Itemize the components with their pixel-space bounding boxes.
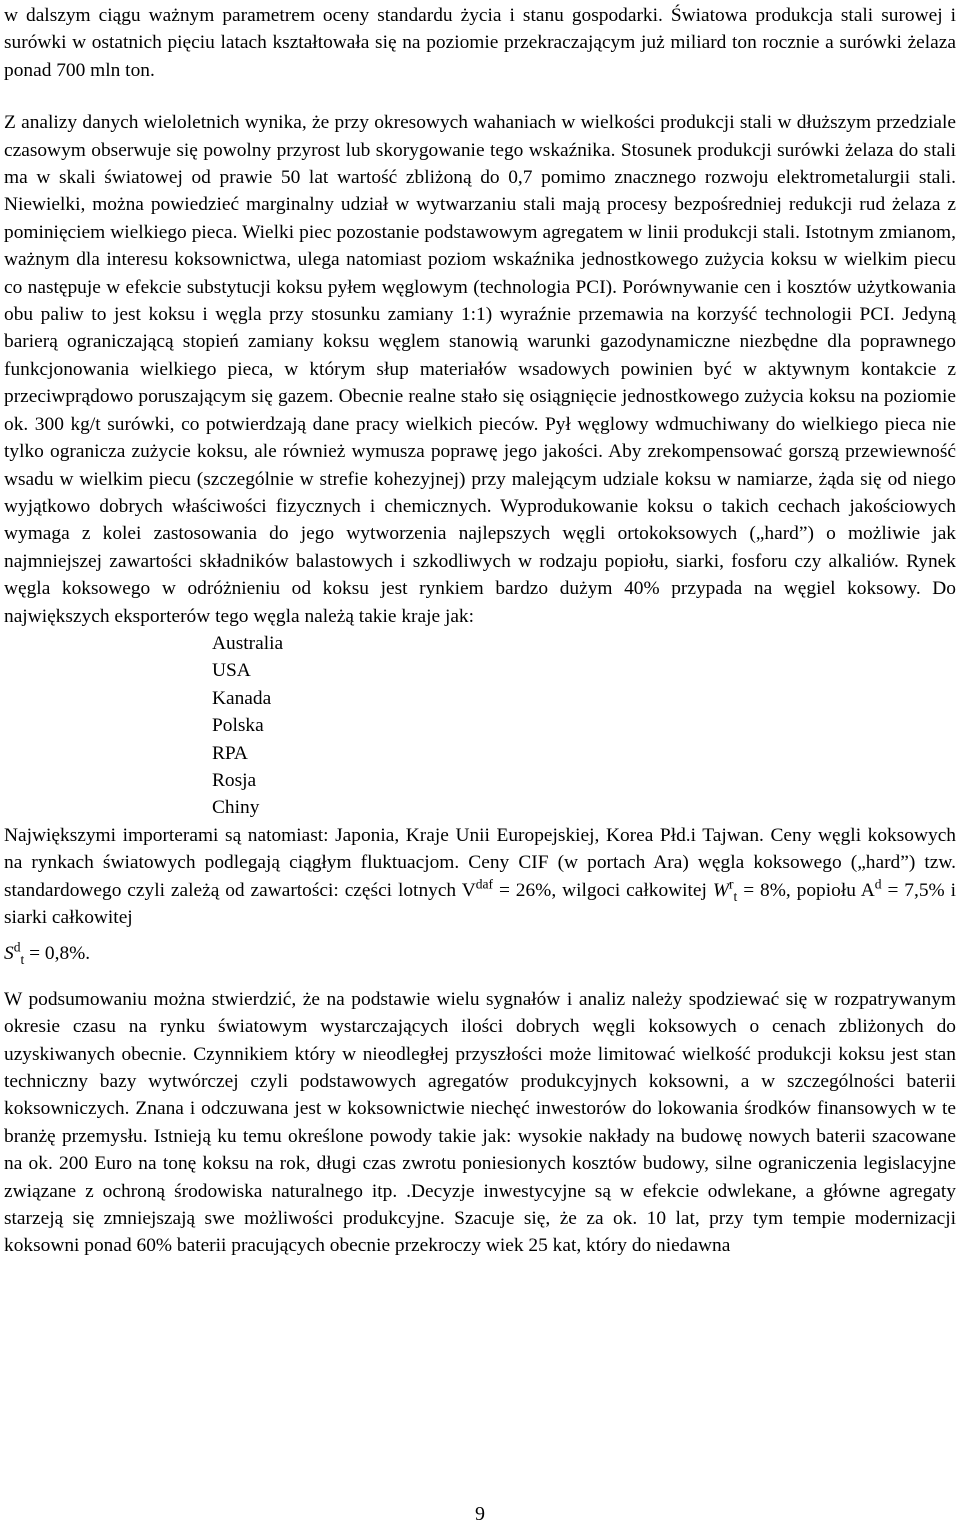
formula-text: = 8%, popiołu A xyxy=(737,879,875,901)
list-item: Rosja xyxy=(212,769,257,791)
paragraph-summary: W podsumowaniu można stwierdzić, że na podstawie wielu sygnałów i analiz należy spodziewać się w rozpatrywanym okresie czasu na rynku światowym wystarczających ilości dobrych węgli koksowych o cenach zbliżonych do uzyskiwanych obecnie. Czynnikiem który w nieodległej przyszłości może limitować wielkość produkcji koksu jest stan techniczny bazy wytwórczej czyli podstawowych agregatów produkcyjnych koksowni, a w szczególności baterii koksowniczych. Znana i odczuwana jest w koksownictwie niechęć inwestorów do lokowania środków finansowych w te branżę przemysłu. Istnieją ku temu określone powody takie jak: wysokie nakłady na budowę nowych baterii szacowane na ok. 200 Euro na tonę koksu na rok, długi czas zwrotu poniesionych kosztów budowy, silne ograniczenia legislacyjne związane z ochroną środowiska naturalnego itp. .Decyzje inwestycyjne są w efekcie odwlekane, a główne agregaty starzeją się zmniejszają swe możliwości produkcyjne. Szacuje się, że za ok. 10 lat, przy tym tempie modernizacji koksowni ponad 60% baterii pracujących obecnie przekroczy wiek 25 kat, który do niedawna xyxy=(4,988,956,1257)
list-item: RPA xyxy=(212,742,248,764)
exporters-list xyxy=(4,630,956,822)
list-item: Polska xyxy=(212,715,264,737)
formula-w-superscript: r xyxy=(729,876,734,892)
paragraph-analysis: Z analizy danych wieloletnich wynika, że przy okresowych wahaniach w wielkości produkcji stali w dłuższym przedziale czasowym obserwuje się powolny przyrost lub skorygowanie tego wskaźnika. Stosunek produkcji surówki żelaza do stali ma w skali światowej od prawie 50 lat wartość zbliżoną do 0,7 pomimo znacznego rozwoju elektrometalurgii stali. Niewielki, można powiedzieć marginalny udział w wytwarzaniu stali mają procesy bezpośredniej redukcji rud żelaza z pominięciem wielkiego pieca. Wielki piec pozostanie podstawowym agregatem w linii produkcji stali. Istotnym zmianom, ważnym dla interesu koksownictwa, ulega natomiast poziom wskaźnika jednostkowego zużycia koksu w wielkim piecu co następuje w efekcie substytucji koksu pyłem węglowym (technologia PCI). Porównywanie cen i kosztów użytkowania obu paliw to jest koksu i węgla przy stosunku zamiany 1:1) wyraźnie przemawia na korzyść technologii PCI. Jedyną barierą ograniczającą stopień zamiany koksu węglem stanowią warunki gazodynamiczne niezbędne dla poprawnego funkcjonowania wielkiego pieca, w którym słup materiałów wsadowych powinien być w aktywnym kontakcie z przeciwprądowo poruszającym się gazem. Obecnie realne stało się osiągnięcie jednostkowego zużycia koksu na poziomie ok. 300 kg/t surówki, co potwierdzają dane pracy wielkich pieców. Pył węglowy wdmuchiwany do wielkiego pieca nie tylko ogranicza zużycie koksu, ale również wymusza poprawę jego jakości. Aby zrekompensować gorszą przewiewność wsadu w wielkim piecu (szczególnie w strefie kohezyjnej) przy malejącym udziale koksu w namiarze, żąda się od niego wyjątkowo dobrych właściwości fizycznych i chemicznych. Wyprodukowanie koksu o takich cechach jakościowych wymaga z kolei zastosowania do jego wytworzenia najlepszych węgli ortokoksowych („hard”) o możliwie jak najmniejszej zawartości składników balastowych i szkodliwych w rodzaju popiołu, siarki, fosforu czy alkaliów. Rynek węgla koksowego w odróżnieniu od koksu jest rynkiem bardzo dużym 40% przypada na węgiel koksowy. Do największych eksporterów tego węgla należą takie kraje jak: xyxy=(4,112,956,627)
importers-text: Największymi importerami są natomiast: Japonia, Kraje Unii Europejskiej, Korea Płd.i Tajwan. Ceny węgli koksowych na rynkach światowych podlegają ciągłym fluktuacjom. Ceny CIF (w portach Ara) węgla koksowego („hard”) tzw. standardowego czyli zależą od zawartości: części lotnych V xyxy=(4,824,956,901)
sulfur-formula xyxy=(4,940,956,967)
list-item: USA xyxy=(212,660,251,682)
formula-text: = 0,8%. xyxy=(24,943,91,965)
formula-w-subscript: t xyxy=(733,888,738,904)
list-item: Kanada xyxy=(212,687,272,709)
paragraph-steel-production: w dalszym ciągu ważnym parametrem oceny standardu życia i stanu gospodarki. Światowa produkcja stali surowej i surówki w ostatnich pięciu latach kształtowała się na poziomie przekraczającym już miliard ton rocznie a surówki żelaza ponad 700 mln ton. xyxy=(4,5,956,81)
list-item: Chiny xyxy=(212,797,260,819)
document-page xyxy=(4,0,956,1260)
formula-a-superscript: d xyxy=(874,876,882,892)
formula-text: = 26%, wilgoci całkowitej xyxy=(493,879,713,901)
formula-w-symbol: W xyxy=(712,879,729,901)
formula-s-subscript: t xyxy=(20,952,25,968)
formula-s-symbol: S xyxy=(4,943,14,965)
formula-s-superscript: d xyxy=(13,939,21,955)
list-item: Australia xyxy=(212,632,284,654)
formula-text: = 7,5% i siarki całkowitej xyxy=(4,879,956,928)
formula-v-superscript: daf xyxy=(475,876,494,892)
paragraph-importers xyxy=(4,822,956,932)
page-number: 9 xyxy=(475,1503,485,1525)
